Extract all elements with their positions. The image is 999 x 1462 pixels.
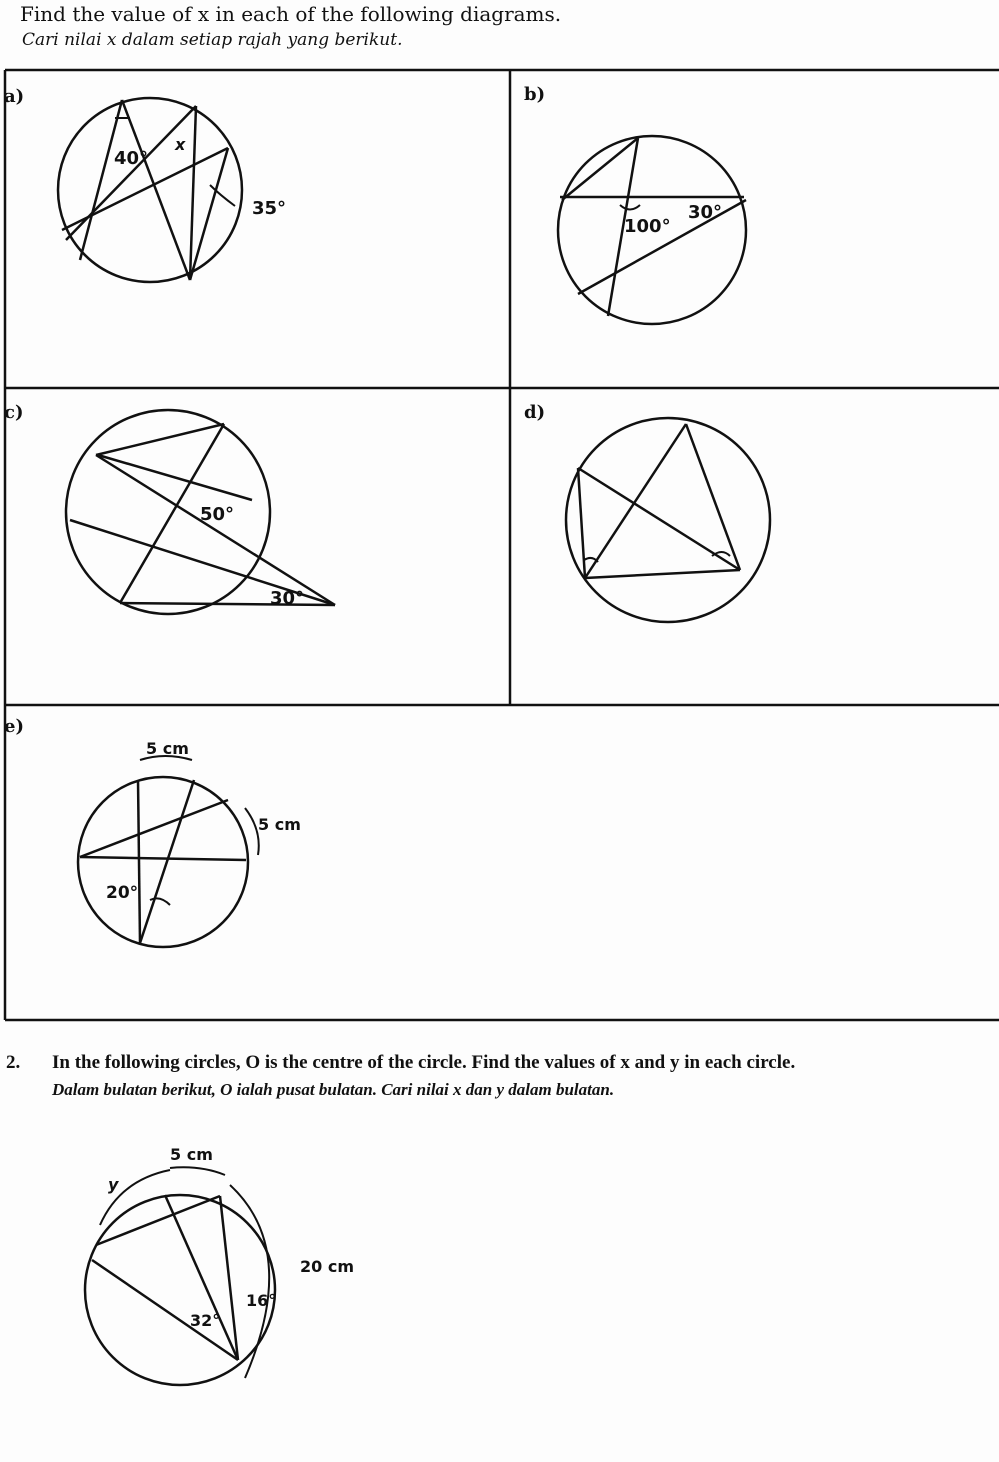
part-e-label: e) bbox=[4, 716, 24, 737]
part-c-label: c) bbox=[4, 402, 24, 423]
length-top: 5 cm bbox=[146, 739, 189, 758]
part-a-label: a) bbox=[4, 86, 25, 107]
length-right: 5 cm bbox=[258, 815, 301, 834]
angle-35: 35° bbox=[252, 198, 287, 219]
part-b-label: b) bbox=[524, 84, 546, 105]
diagram-b bbox=[558, 136, 746, 324]
angle-100: 100° bbox=[624, 216, 671, 237]
angle-30: 30° bbox=[270, 588, 305, 609]
question-2-text: In the following circles, O is the centre of the circle. Find the values of x and y in each circle. bbox=[52, 1052, 796, 1073]
question-2-number: 2. bbox=[6, 1052, 21, 1073]
arc-top-length: 5 cm bbox=[170, 1145, 213, 1164]
instruction-title: Find the value of x in each of the following diagrams. bbox=[20, 2, 562, 26]
angle-x: x bbox=[175, 135, 186, 154]
arc-y-label: y bbox=[108, 1175, 119, 1194]
angle-16: 16° bbox=[246, 1291, 277, 1310]
angle-30: 30° bbox=[688, 202, 723, 223]
angle-20: 20° bbox=[106, 883, 139, 903]
diagram-c bbox=[66, 410, 335, 614]
part-d-label: d) bbox=[524, 402, 546, 423]
instruction-translation: Cari nilai x dalam setiap rajah yang berikut. bbox=[22, 30, 403, 50]
diagram-d bbox=[566, 418, 770, 622]
diagram-e bbox=[78, 739, 301, 947]
arc-right-length: 20 cm bbox=[300, 1257, 354, 1276]
angle-32: 32° bbox=[190, 1311, 221, 1330]
angle-40: 40° bbox=[114, 148, 149, 169]
question-2-translation: Dalam bulatan berikut, O ialah pusat bulatan. Cari nilai x dan y dalam bulatan. bbox=[52, 1080, 615, 1099]
diagram-q2 bbox=[85, 1145, 354, 1385]
diagram-a bbox=[58, 98, 286, 282]
angle-50: 50° bbox=[200, 504, 235, 525]
